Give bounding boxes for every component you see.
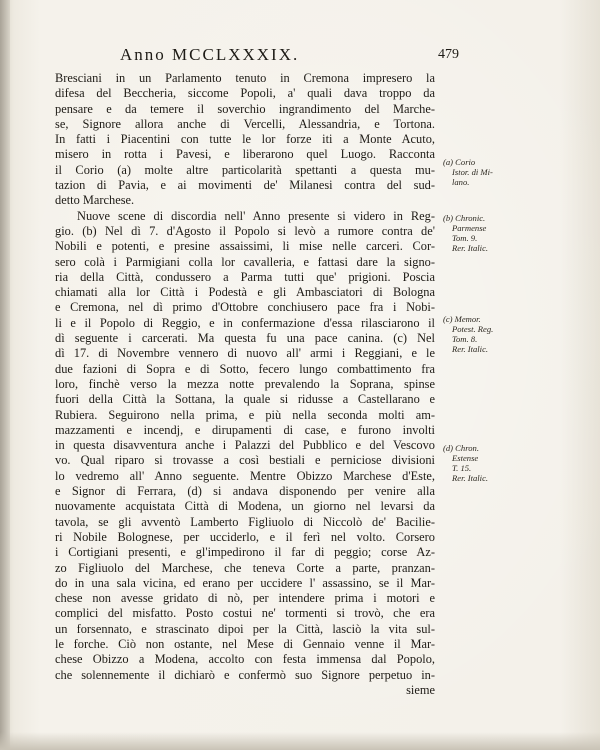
text-line: i Cortigiani presenti, e gl'impedirono il far di peggio; corse Az- [55, 545, 435, 560]
text-line: dì seguente i carcerati. Ma questa fu una pace canina. (c) Nel [55, 331, 435, 346]
text-line: vo. Qual riparo si trovasse a così bestiali e perniciose divisioni [55, 453, 435, 468]
running-head: Anno MCCLXXXIX. [120, 45, 300, 64]
margin-note-line: (a) Corio [443, 157, 476, 167]
page-gutter-shadow [0, 0, 10, 750]
text-line: fuori della Città la Sottana, la quale si ridusse a Castellarano e [55, 392, 435, 407]
text-line: loro, finchè verso la mezza notte prevalendo la Soprana, spinse [55, 376, 435, 391]
text-line: se, Signore allora anche di Vercelli, Alessandria, e Tortona. [55, 116, 435, 131]
text-line: do in una sala vicina, ed erano per uccidere l' assassino, se il Mar- [55, 575, 435, 590]
margin-note-line: Rer. Italic. [452, 243, 489, 253]
text-line: un forsennato, e strascinato dipoi per la Città, lasciò la vita sul- [55, 621, 435, 636]
margin-note-line: Tom. 8. [452, 334, 478, 344]
body-text [55, 71, 435, 698]
margin-note [443, 443, 523, 483]
margin-note-line: T. 15. [452, 463, 472, 473]
text-line: lo vedremo all' Anno seguente. Mentre Obizzo Marchese d'Este, [55, 468, 435, 483]
paragraph [55, 209, 435, 699]
margin-note-line: Estense [452, 453, 479, 463]
text-line: due fazioni di Sopra e di Sotto, fecero lungo combattimento fra [55, 361, 435, 376]
text-line: che solennemente il dichiarò e confermò suo Signore perpetuo in- [55, 667, 435, 682]
paragraph [55, 71, 435, 209]
margin-note [443, 213, 523, 253]
margin-note-line: lano. [452, 177, 470, 187]
text-line: Rubiera. Seguirono nella prima, e più nella seconda molti am- [55, 407, 435, 422]
text-line: nuovamente acquistata Città di Modena, un giorno nel levarsi da [55, 499, 435, 514]
text-line: tazion di Pavia, e ai movimenti de' Milanesi contra del sud- [55, 178, 435, 193]
margin-note-line: Rer. Italic. [452, 344, 489, 354]
text-line: chese Obizzo a Modena, accolto con festa immensa dal Popolo, [55, 652, 435, 667]
text-line: zo Figliuolo del Marchese, che teneva Corte a parte, pranzan- [55, 560, 435, 575]
margin-note-line: (c) Memor. [443, 314, 481, 324]
text-line: Bresciani in un Parlamento tenuto in Cremona impresero la [55, 71, 435, 85]
text-line: li e il Popolo di Reggio, e in confermazione d'essa rilasciarono il [55, 315, 435, 330]
text-line: ria della Città, condussero a Parma tutti que' prigioni. Poscia [55, 269, 435, 284]
text-line: difesa del Beccheria, siccome Popoli, a' quali dava troppo da [55, 86, 435, 101]
text-line: in questa disavventura anche i Palazzi del Pubblico e del Vescovo [55, 438, 435, 453]
text-line: mazzamenti e incendj, e dirupamenti di case, e furono involti [55, 422, 435, 437]
text-line: le forche. Ciò non ostante, nel Mese di Gennaio venne il Mar- [55, 636, 435, 651]
text-line: sieme [406, 682, 435, 697]
margin-note-line: Istor. di Mi- [452, 167, 493, 177]
text-line: Nuove scene di discordia nell' Anno presente si videro in Reg- [77, 208, 435, 223]
text-line: In fatti i Piacentini con tutte le lor forze iti a Monte Acuto, [55, 132, 435, 147]
page-header [0, 45, 600, 69]
text-line: ri Nobile Bolognese, per ucciderlo, e il ferì nel volto. Corsero [55, 529, 435, 544]
text-line: gio. (b) Nel dì 7. d'Agosto il Popolo si levò a rumore contra de' [55, 223, 435, 238]
text-line: chiamati alla lor Città i Podestà e gli Ambasciatori di Bologna [55, 285, 435, 300]
text-line: detto Marchese. [55, 193, 135, 208]
margin-note [443, 314, 523, 354]
page-number: 479 [438, 47, 459, 62]
text-line: chese non avesse gridato di nò, per intendere prima i motori e [55, 591, 435, 606]
text-line: complici del misfatto. Posto costui ne' tormenti si trovò, che era [55, 606, 435, 621]
margin-note-line: Tom. 9. [452, 233, 478, 243]
text-line: e Signor di Ferrara, (d) si andava disponendo per venire alla [55, 484, 435, 499]
text-line: sero colà i Parmigiani colla lor cavalleria, e fattasi dare la signo- [55, 254, 435, 269]
margin-note-line: Rer. Italic. [452, 473, 489, 483]
text-line: Nobili e potenti, e presine assaissimi, li mise nelle carceri. Cor- [55, 239, 435, 254]
text-line: e Cremona, nel dì primo d'Ottobre conchiusero pace fra i Nobi- [55, 300, 435, 315]
margin-note [443, 157, 523, 187]
margin-note-line: (d) Chron. [443, 443, 479, 453]
text-line: pensare e da temere il soverchio ingrandimento del Marche- [55, 101, 435, 116]
text-line: tavola, se gli avventò Lamberto Figliuolo di Niccolò de' Bacilie- [55, 514, 435, 529]
text-line: dì 17. di Novembre vennero di nuovo all' armi i Reggiani, e le [55, 346, 435, 361]
margin-note-line: Potest. Reg. [452, 324, 494, 334]
text-line: misero in rotta i Pavesi, e liberarono quel Luogo. Racconta [55, 147, 435, 162]
text-line: il Corio (a) molte altre particolarità spettanti a questa mu- [55, 162, 435, 177]
margin-note-line: Parmense [452, 223, 487, 233]
margin-note-line: (b) Chronic. [443, 213, 486, 223]
page-bottom-edge [0, 732, 600, 750]
